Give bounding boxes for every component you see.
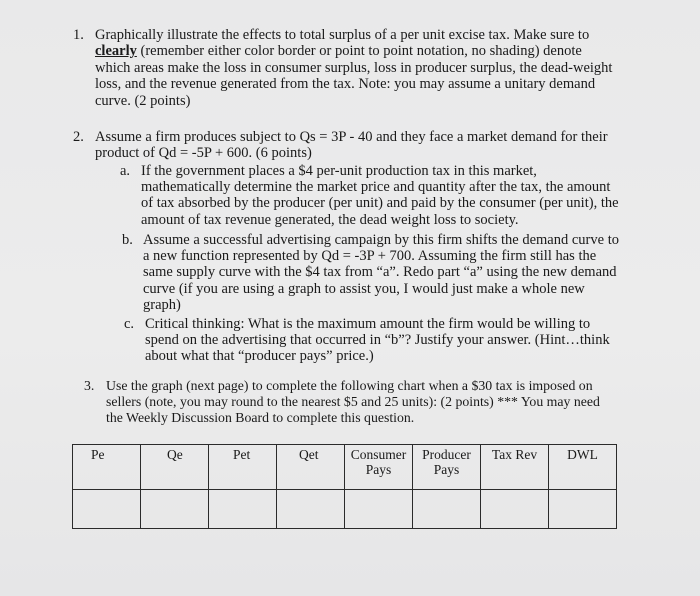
question-2b [122,232,622,313]
question-1-line: which areas make the loss in consumer surplus, loss in producer surplus, the dead-weight [95,59,613,76]
question-2b-line: curve (if you are using a graph to assist you, I would just make a whole new [143,280,585,297]
question-1-line: curve. (2 points) [95,92,191,109]
question-3-number: 3. [84,378,95,393]
question-2a-line: mathematically determine the market price and quantity after the tax, the amount [141,179,611,196]
question-2-line: Assume a firm produces subject to Qs = 3P - 40 and they face a market demand for their [95,129,608,145]
question-2 [73,129,633,162]
question-2a-label: a. [120,163,131,179]
question-2c-line: Critical thinking: What is the maximum amount the firm would be willing to [145,316,591,332]
header-tax-rev: Tax Rev [481,445,549,490]
answer-table [72,444,617,529]
question-2c-label: c. [124,316,135,332]
question-2b-line: same supply curve with the $4 tax from “a”. Redo part “a” using the new demand [143,264,617,281]
header-dwl: DWL [549,445,617,490]
question-2a-line: If the government places a $4 per-unit production tax in this market, [141,163,537,179]
header-pe: Pe [73,445,141,490]
answer-cell[interactable] [141,490,209,529]
question-1-line: loss, and the revenue generated from the tax. Note: you may assume a unitary demand [95,76,596,93]
question-2c-line: spend on the advertising that occurred in “b”? Justify your answer. (Hint…think [145,332,610,349]
answer-cell[interactable] [481,490,549,529]
header-pet: Pet [209,445,277,490]
question-2c [124,316,624,365]
header-qe: Qe [141,445,209,490]
answer-cell[interactable] [209,490,277,529]
answer-cell[interactable] [549,490,617,529]
question-2b-line: graph) [143,296,181,313]
question-2a-line: amount of tax revenue generated, the dead weight loss to society. [141,211,519,228]
question-3-line: sellers (note, you may round to the nearest $5 and 25 units): (2 points) *** You may need [106,393,600,409]
header-qet: Qet [277,445,345,490]
question-2-line: product of Qd = -5P + 600. (6 points) [95,145,312,162]
question-1-line: clearly (remember either color border or point to point notation, no shading) denote [95,43,582,60]
answer-cell[interactable] [345,490,413,529]
clearly-emphasis: clearly [95,43,137,60]
answer-cell[interactable] [73,490,141,529]
table-header-row [73,445,617,490]
table-row [73,490,617,529]
answer-cell[interactable] [277,490,345,529]
question-3-line: Use the graph (next page) to complete the following chart when a $30 tax is imposed on [106,378,593,393]
answer-cell[interactable] [413,490,481,529]
header-producer-pays: Producer Pays [413,445,481,490]
question-1-line: Graphically illustrate the effects to total surplus of a per unit excise tax. Make sure to [95,27,590,43]
question-1 [73,27,633,109]
question-3-line: the Weekly Discussion Board to complete this question. [106,409,415,425]
question-3 [84,378,624,425]
question-2a [120,163,620,228]
header-consumer-pays: Consumer Pays [345,445,413,490]
question-2b-label: b. [122,232,133,248]
question-2c-line: about what that “producer pays” price.) [145,348,374,365]
question-2-number: 2. [73,129,84,145]
question-1-number: 1. [73,27,84,43]
question-2b-line: a new function represented by Qd = -3P + 700. Assuming the firm still has the [143,248,597,265]
question-2b-line: Assume a successful advertising campaign by this firm shifts the demand curve to [143,232,619,248]
question-2a-line: of tax absorbed by the producer (per unit) and paid by the consumer (per unit), the [141,195,619,212]
